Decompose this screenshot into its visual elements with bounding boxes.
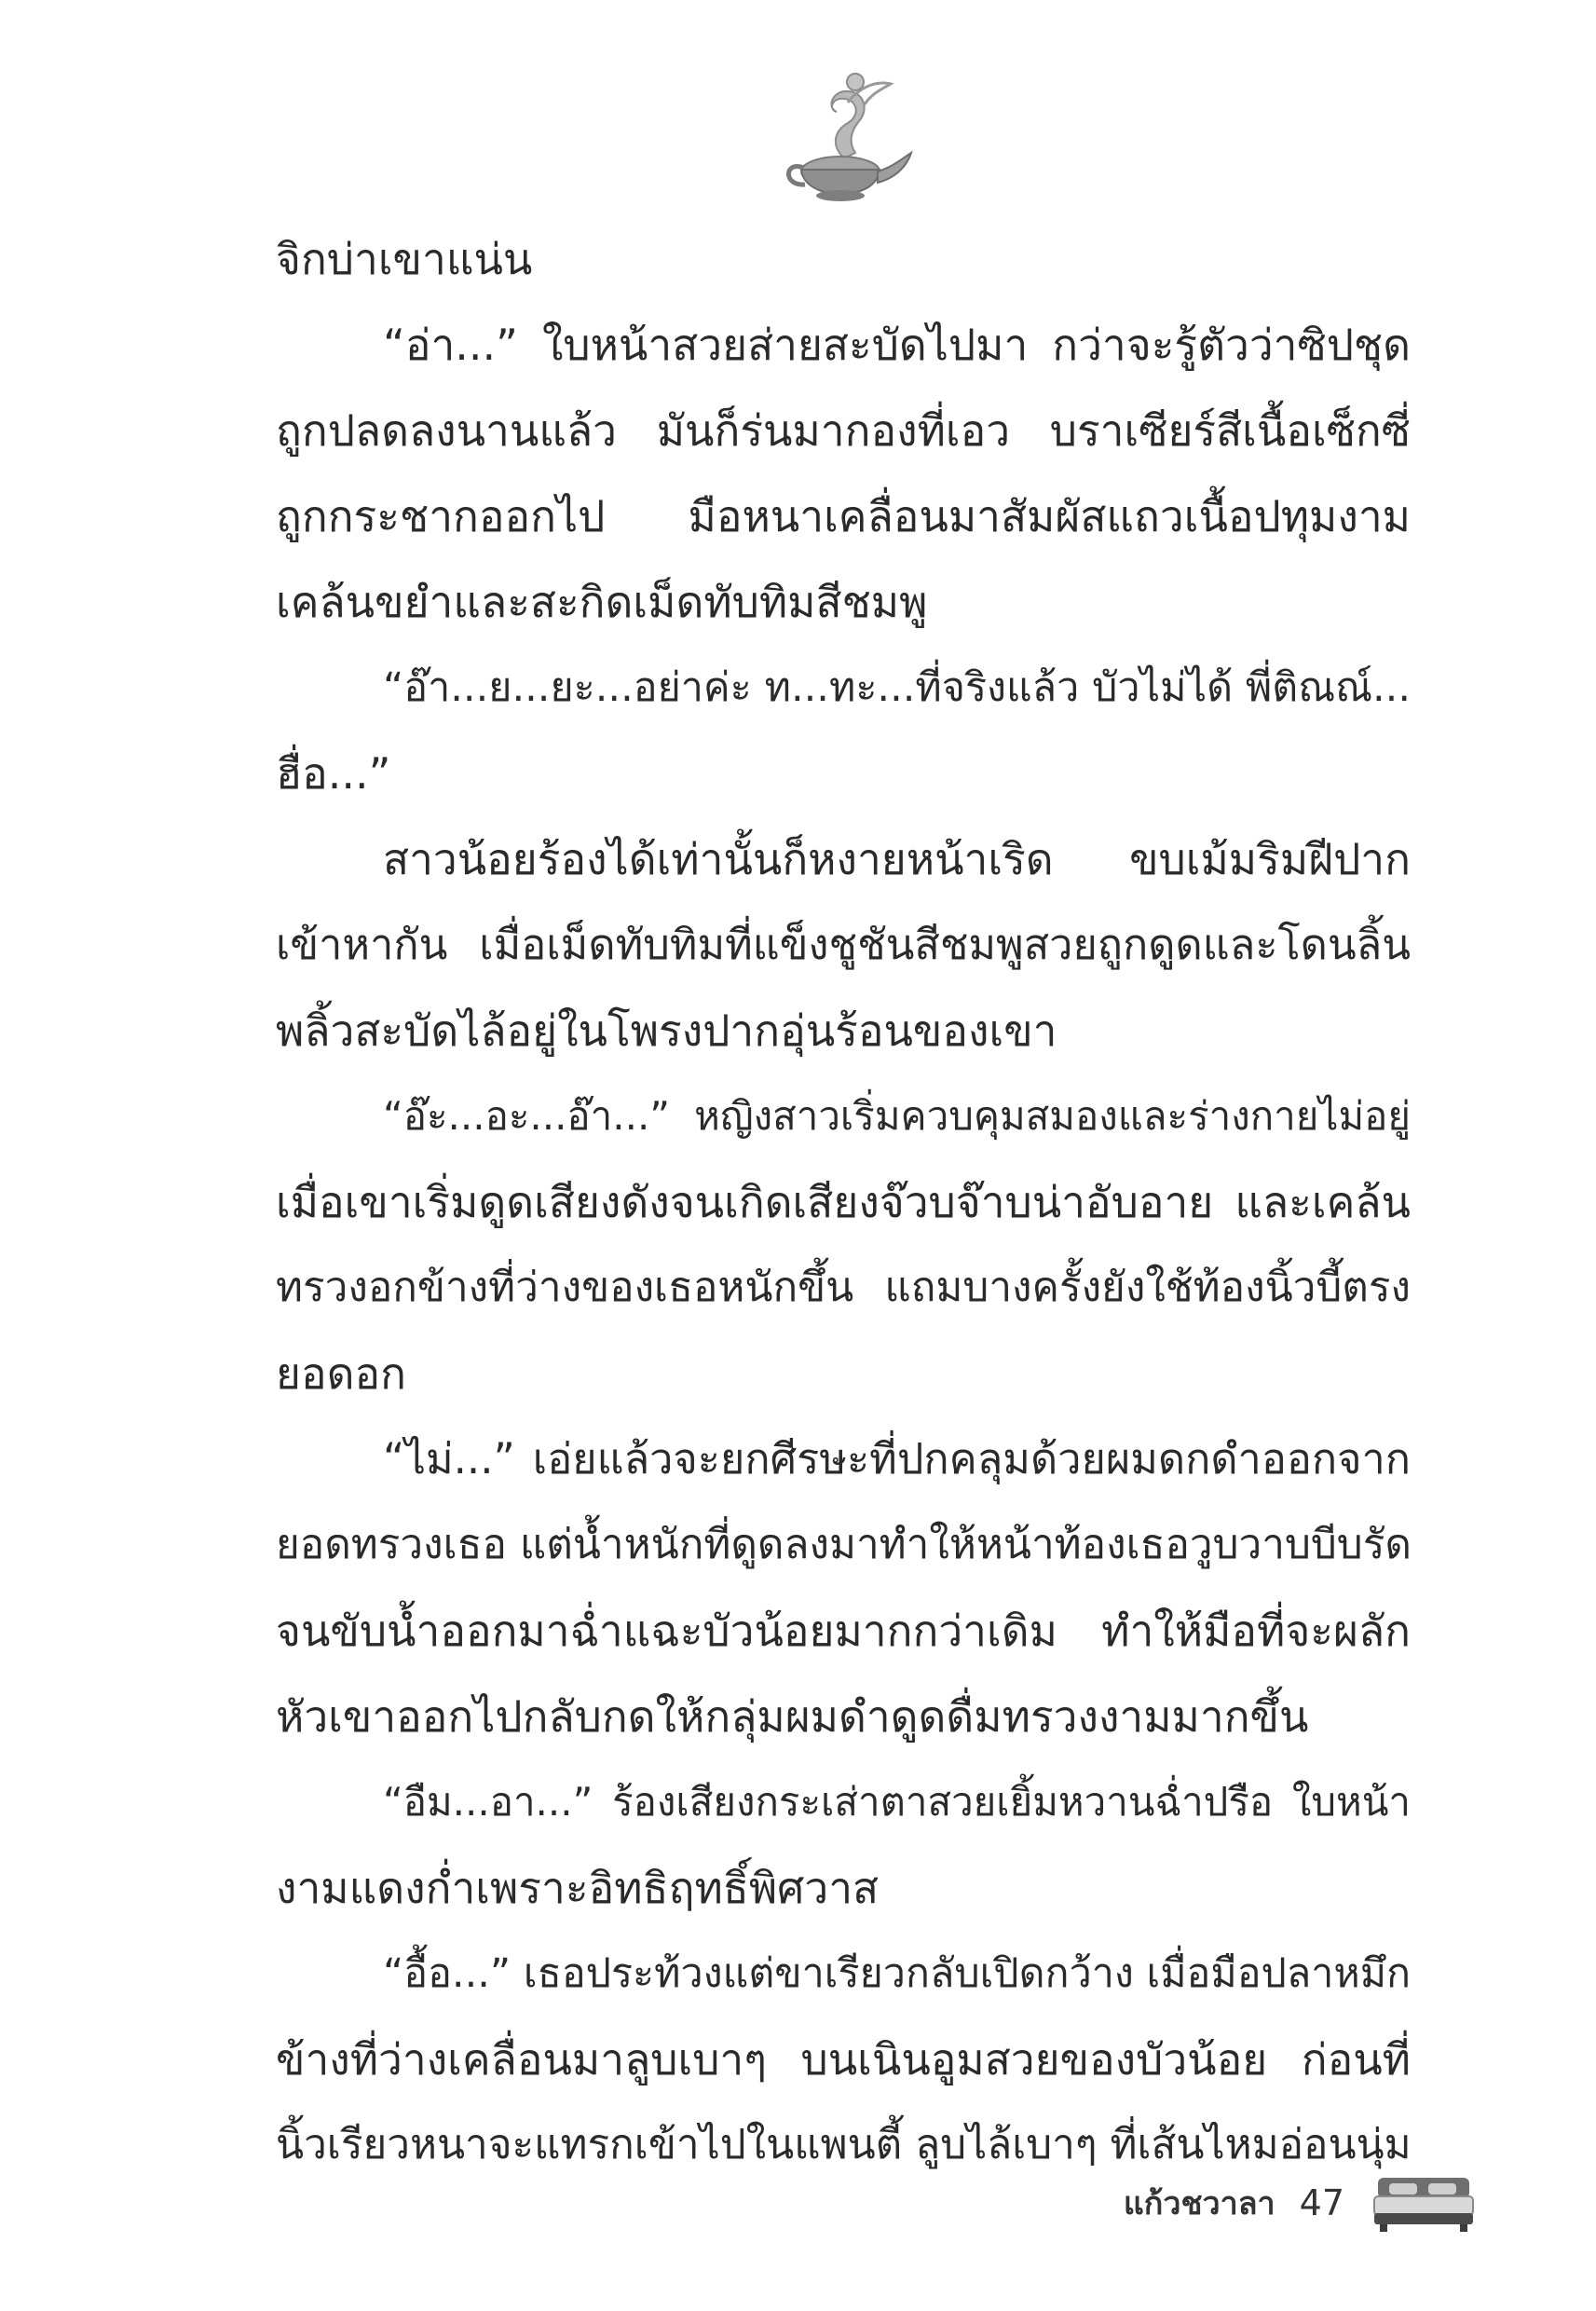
text-line: “อ๊า...ย...ยะ...อย่าค่ะ ท...ทะ...ที่จริงแล้ว บัวไม่ได้ พี่ติณณ์... bbox=[383, 664, 1411, 711]
text-line: “อ๊ะ...อะ...อ๊า...” หญิงสาวเริ่มควบคุมสมองและร่างกายไม่อยู่ bbox=[383, 1093, 1411, 1139]
text-line: “ไม่...” เอ่ยแล้วจะยกศีรษะที่ปกคลุมด้วยผมดกดำออกจาก bbox=[383, 1434, 1411, 1484]
text-line: ยอดทรวงเธอ แต่น้ำหนักที่ดูดลงมาทำให้หน้าท้องเธอวูบวาบบีบรัด bbox=[276, 1521, 1412, 1568]
book-title: แก้วชวาลา bbox=[1123, 2185, 1275, 2222]
page-footer bbox=[1124, 2166, 1475, 2240]
text-line: เข้าหากัน เมื่อเม็ดทับทิมที่แข็งชูชันสีชมพูสวยถูกดูดและโดนลิ้น bbox=[276, 920, 1411, 969]
genie-lamp-icon bbox=[751, 56, 937, 205]
text-line: ถูกกระชากออกไป มือหนาเคลื่อนมาสัมผัสแถวเนื้อปทุมงาม bbox=[276, 491, 1411, 541]
bed-icon bbox=[1372, 2170, 1475, 2236]
text-line: จิกบ่าเขาแน่น bbox=[276, 234, 533, 284]
text-line: ทรวงอกข้างที่ว่างของเธอหนักขึ้น แถมบางครั้งยังใช้ท้องนิ้วบี้ตรง bbox=[276, 1264, 1411, 1311]
text-line: จนขับน้ำออกมาฉ่ำแฉะบัวน้อยมากกว่าเดิม ทำให้มือที่จะผลัก bbox=[276, 1606, 1411, 1656]
page-number: 47 bbox=[1299, 2182, 1344, 2223]
text-line: หัวเขาออกไปกลับกดให้กลุ่มผมดำดูดดื่มทรวงงามมากขึ้น bbox=[276, 1691, 1309, 1742]
body-text bbox=[276, 216, 1411, 2188]
text-line: ฮื่อ...” bbox=[276, 748, 391, 799]
text-line: เมื่อเขาเริ่มดูดเสียงดังจนเกิดเสียงจ๊วบจ๊าบน่าอับอาย และเคล้น bbox=[276, 1177, 1411, 1227]
text-line: สาวน้อยร้องได้เท่านั้นก็หงายหน้าเริด ขบเม้มริมฝีปาก bbox=[383, 834, 1411, 884]
text-line: นิ้วเรียวหนาจะแทรกเข้าไปในแพนตี้ ลูบไล้เบาๆ ที่เส้นไหมอ่อนนุ่ม bbox=[276, 2121, 1412, 2168]
text-line: ข้างที่ว่างเคลื่อนมาลูบเบาๆ บนเนินอูมสวยของบัวน้อย ก่อนที่ bbox=[276, 2034, 1411, 2085]
text-line: พลิ้วสะบัดไล้อยู่ในโพรงปากอุ่นร้อนของเขา bbox=[276, 1005, 1057, 1056]
text-line: “อ่า...” ใบหน้าสวยส่ายสะบัดไปมา กว่าจะรู้ตัวว่าซิปชุด bbox=[383, 320, 1411, 370]
text-line: งามแดงก่ำเพราะอิทธิฤทธิ์พิศวาส bbox=[276, 1863, 880, 1913]
text-line: ยอดอก bbox=[276, 1348, 406, 1399]
text-line: ถูกปลดลงนานแล้ว มันก็ร่นมากองที่เอว บราเซียร์สีเนื้อเซ็กซี่ bbox=[276, 405, 1411, 456]
text-line: “อืม...อา...” ร้องเสียงกระเส่าตาสวยเยิ้มหวานฉ่ำปรือ ใบหน้า bbox=[383, 1779, 1411, 1825]
text-line: เคล้นขยำและสะกิดเม็ดทับทิมสีชมพู bbox=[276, 577, 928, 627]
text-line: “อื้อ...” เธอประท้วงแต่ขาเรียวกลับเปิดกว้าง เมื่อมือปลาหมึก bbox=[383, 1950, 1412, 1997]
